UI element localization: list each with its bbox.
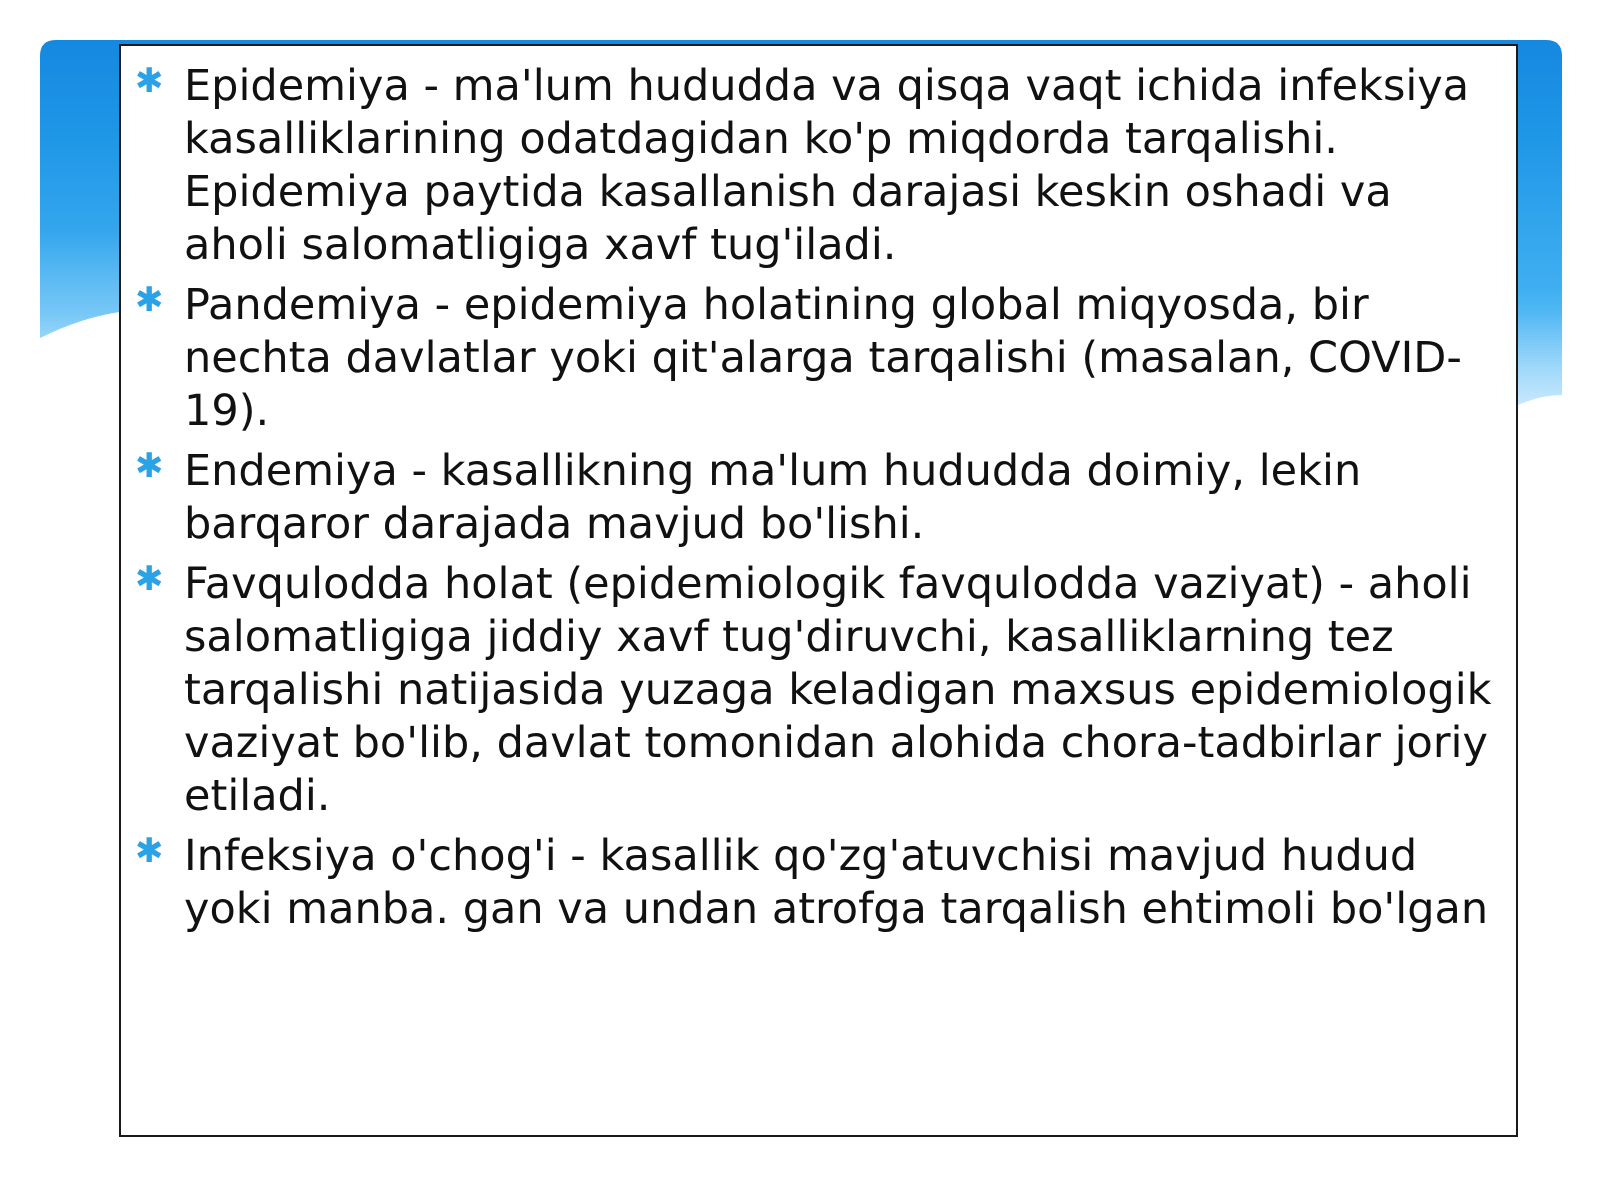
bullet-text: Pandemiya - epidemiya holatining global miqyosda, bir nechta davlatlar yoki qit'alarga tarqalishi (masalan, COVID-19). (184, 280, 1462, 436)
asterisk-icon: ✱ (135, 280, 164, 320)
bullet-text: Epidemiya - ma'lum hududda va qisqa vaqt ichida infeksiya kasalliklarining odatdagidan ko'p miqdorda tarqalishi. Epidemiya paytida kasallanish darajasi keskin oshadi va aholi salomatligiga xavf tug'iladi. (184, 61, 1470, 270)
asterisk-icon: ✱ (135, 559, 164, 599)
content-box (119, 44, 1518, 1137)
list-item-epidemiya (121, 60, 1504, 272)
list-item-pandemiya (121, 279, 1504, 438)
asterisk-icon: ✱ (135, 446, 164, 486)
list-item-endemiya (121, 445, 1504, 551)
asterisk-icon: ✱ (135, 61, 164, 101)
bullet-text: Infeksiya o'chog'i - kasallik qo'zg'atuvchisi mavjud hudud yoki manba. gan va undan atrofga tarqalish ehtimoli bo'lgan (184, 831, 1489, 934)
bullet-text: Favqulodda holat (epidemiologik favqulodda vaziyat) - aholi salomatligiga jiddiy xavf tug'diruvchi, kasalliklarning tez tarqalishi natijasida yuzaga keladigan maxsus epidemiologik vaziyat bo'lib, davlat tomonidan alohida chora-tadbirlar joriy etiladi. (184, 559, 1492, 821)
definitions-list (121, 46, 1516, 936)
asterisk-icon: ✱ (135, 831, 164, 871)
list-item-favqulodda-holat (121, 558, 1504, 823)
bullet-text: Endemiya - kasallikning ma'lum hududda doimiy, lekin barqaror darajada mavjud bo'lishi. (184, 446, 1362, 549)
list-item-infeksiya-ochogi (121, 830, 1504, 936)
